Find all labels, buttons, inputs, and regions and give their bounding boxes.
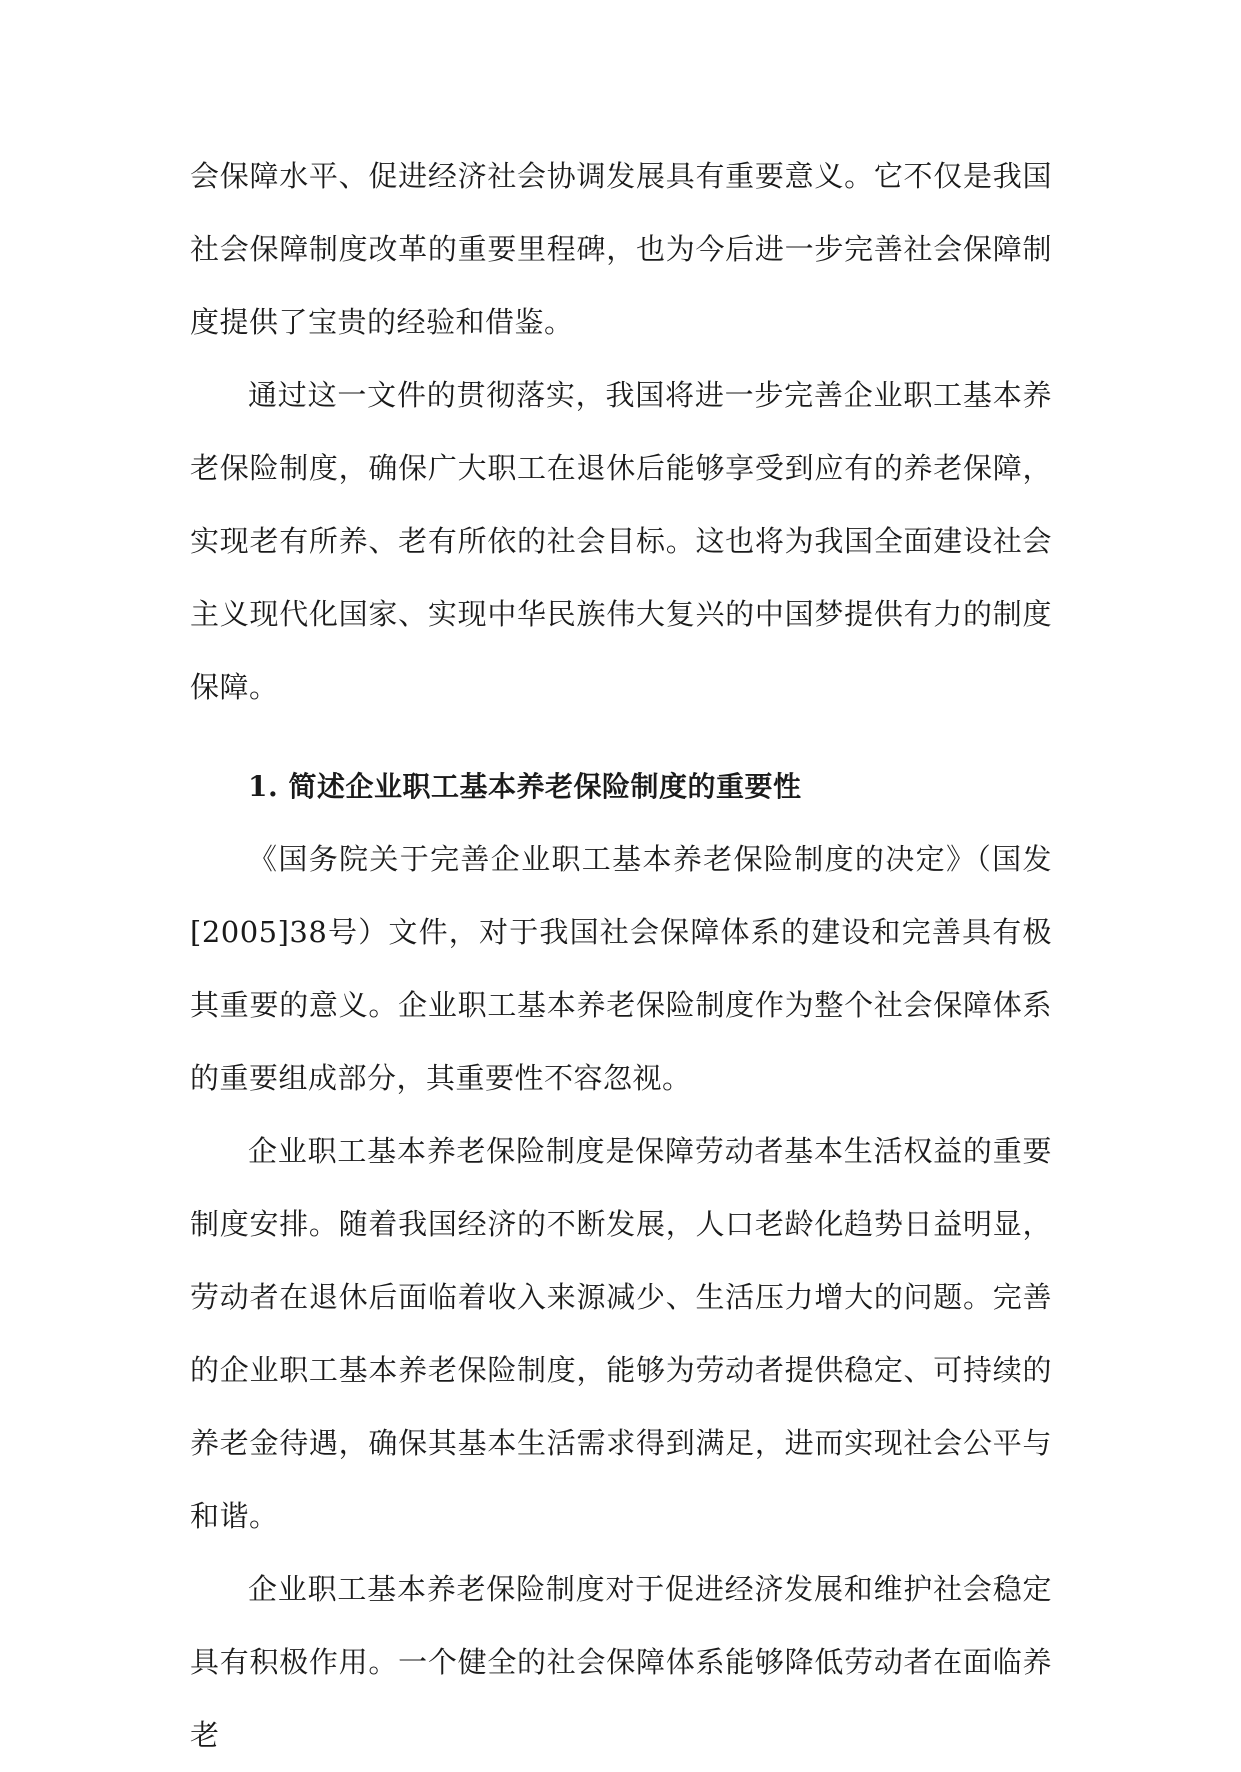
document-body <box>190 140 1052 1772</box>
paragraph: 企业职工基本养老保险制度对于促进经济发展和维护社会稳定具有积极作用。一个健全的社会保障体系能够降低劳动者在面临养老 <box>190 1572 1052 1752</box>
paragraph: 《国务院关于完善企业职工基本养老保险制度的决定》（国发[2005]38号）文件，对于我国社会保障体系的建设和完善具有极其重要的意义。企业职工基本养老保险制度作为整个社会保障体系的重要组成部分，其重要性不容忽视。 <box>190 842 1052 1095</box>
section-heading: 1. 简述企业职工基本养老保险制度的重要性 <box>248 770 802 803</box>
paragraph: 通过这一文件的贯彻落实，我国将进一步完善企业职工基本养老保险制度，确保广大职工在退休后能够享受到应有的养老保障，实现老有所养、老有所依的社会目标。这也将为我国全面建设社会主义现代化国家、实现中华民族伟大复兴的中国梦提供有力的制度保障。 <box>190 378 1052 704</box>
paragraph-continued: 会保障水平、促进经济社会协调发展具有重要意义。它不仅是我国社会保障制度改革的重要里程碑，也为今后进一步完善社会保障制度提供了宝贵的经验和借鉴。 <box>190 159 1052 339</box>
paragraph: 企业职工基本养老保险制度是保障劳动者基本生活权益的重要制度安排。随着我国经济的不断发展，人口老龄化趋势日益明显，劳动者在退休后面临着收入来源减少、生活压力增大的问题。完善的企业职工基本养老保险制度，能够为劳动者提供稳定、可持续的养老金待遇，确保其基本生活需求得到满足，进而实现社会公平与和谐。 <box>190 1134 1052 1533</box>
